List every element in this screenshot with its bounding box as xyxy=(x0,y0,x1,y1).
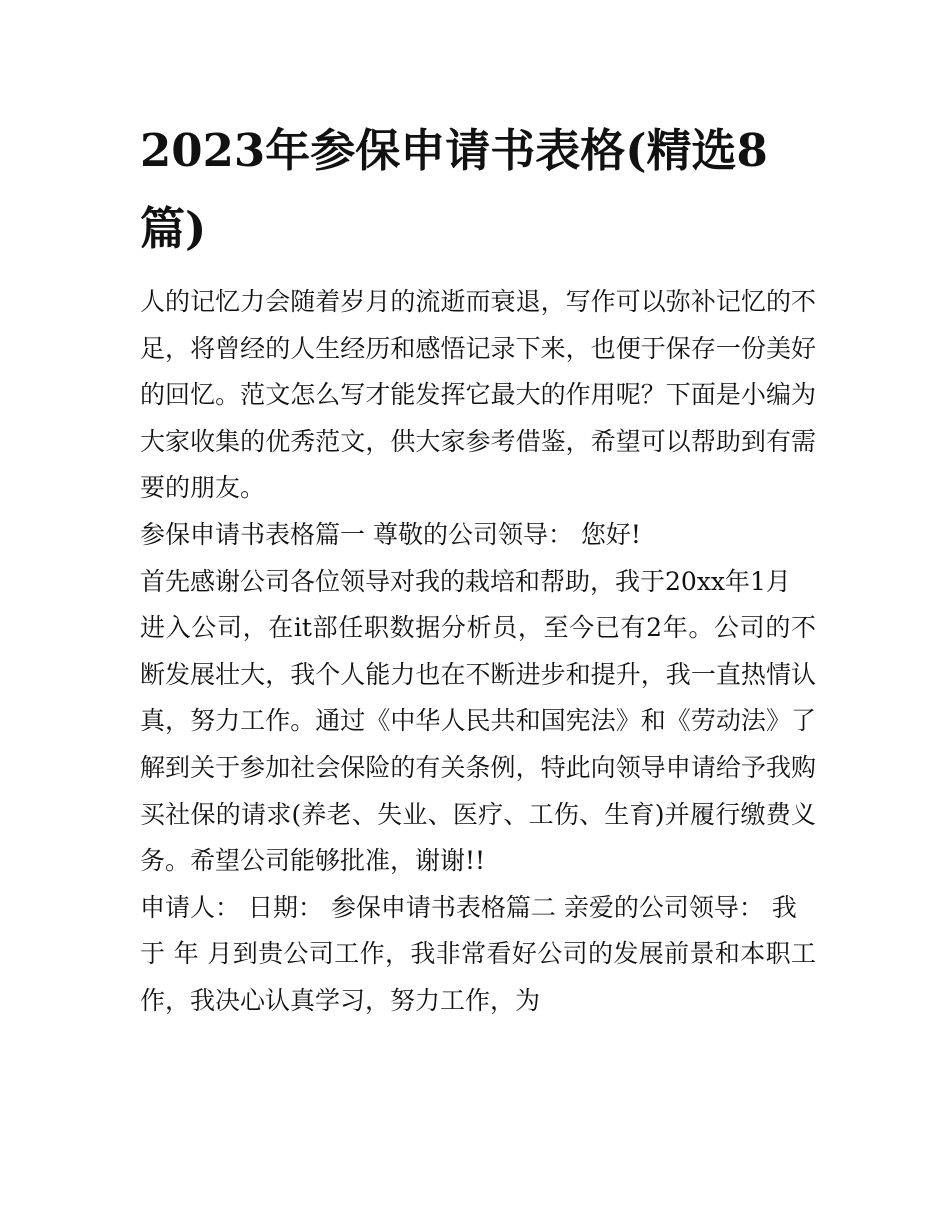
title-line: 2023年参保申请书表格(精选8 xyxy=(140,124,768,177)
body-line: 申请人： 日期： 参保申请书表格篇二 亲爱的公司领导： 我 xyxy=(140,892,797,922)
body-line: 参保申请书表格篇一 尊敬的公司领导： 您好! xyxy=(140,519,641,549)
body-line: 要的朋友。 xyxy=(140,473,266,503)
body-line: 大家收集的优秀范文，供大家参考借鉴，希望可以帮助到有需 xyxy=(140,426,816,456)
body-line: 首先感谢公司各位领导对我的栽培和帮助，我于20xx年1月 xyxy=(140,566,791,596)
body-line: 进入公司，在it部任职数据分析员，至今已有2年。公司的不 xyxy=(140,613,816,643)
document-title xyxy=(140,112,830,268)
body-line: 于 年 月到贵公司工作，我非常看好公司的发展前景和本职工 xyxy=(140,939,816,969)
body-line: 断发展壮大，我个人能力也在不断进步和提升，我一直热情认 xyxy=(140,659,816,689)
body-line: 务。希望公司能够批准，谢谢!! xyxy=(140,846,486,876)
body-line: 人的记忆力会随着岁月的流逝而衰退，写作可以弥补记忆的不 xyxy=(140,287,816,316)
body-line: 解到关于参加社会保险的有关条例，特此向领导申请给予我购 xyxy=(140,752,816,782)
body-line: 作，我决心认真学习，努力工作，为 xyxy=(140,985,541,1015)
body-line: 真，努力工作。通过《中华人民共和国宪法》和《劳动法》了 xyxy=(140,706,816,736)
document-body xyxy=(140,279,816,1025)
body-line: 的回忆。范文怎么写才能发挥它最大的作用呢？下面是小编为 xyxy=(140,380,816,410)
title-line: 篇) xyxy=(140,202,207,255)
body-line: 买社保的请求(养老、失业、医疗、工伤、生育)并履行缴费义 xyxy=(140,799,816,829)
body-line: 足，将曾经的人生经历和感悟记录下来，也便于保存一份美好 xyxy=(140,333,816,363)
